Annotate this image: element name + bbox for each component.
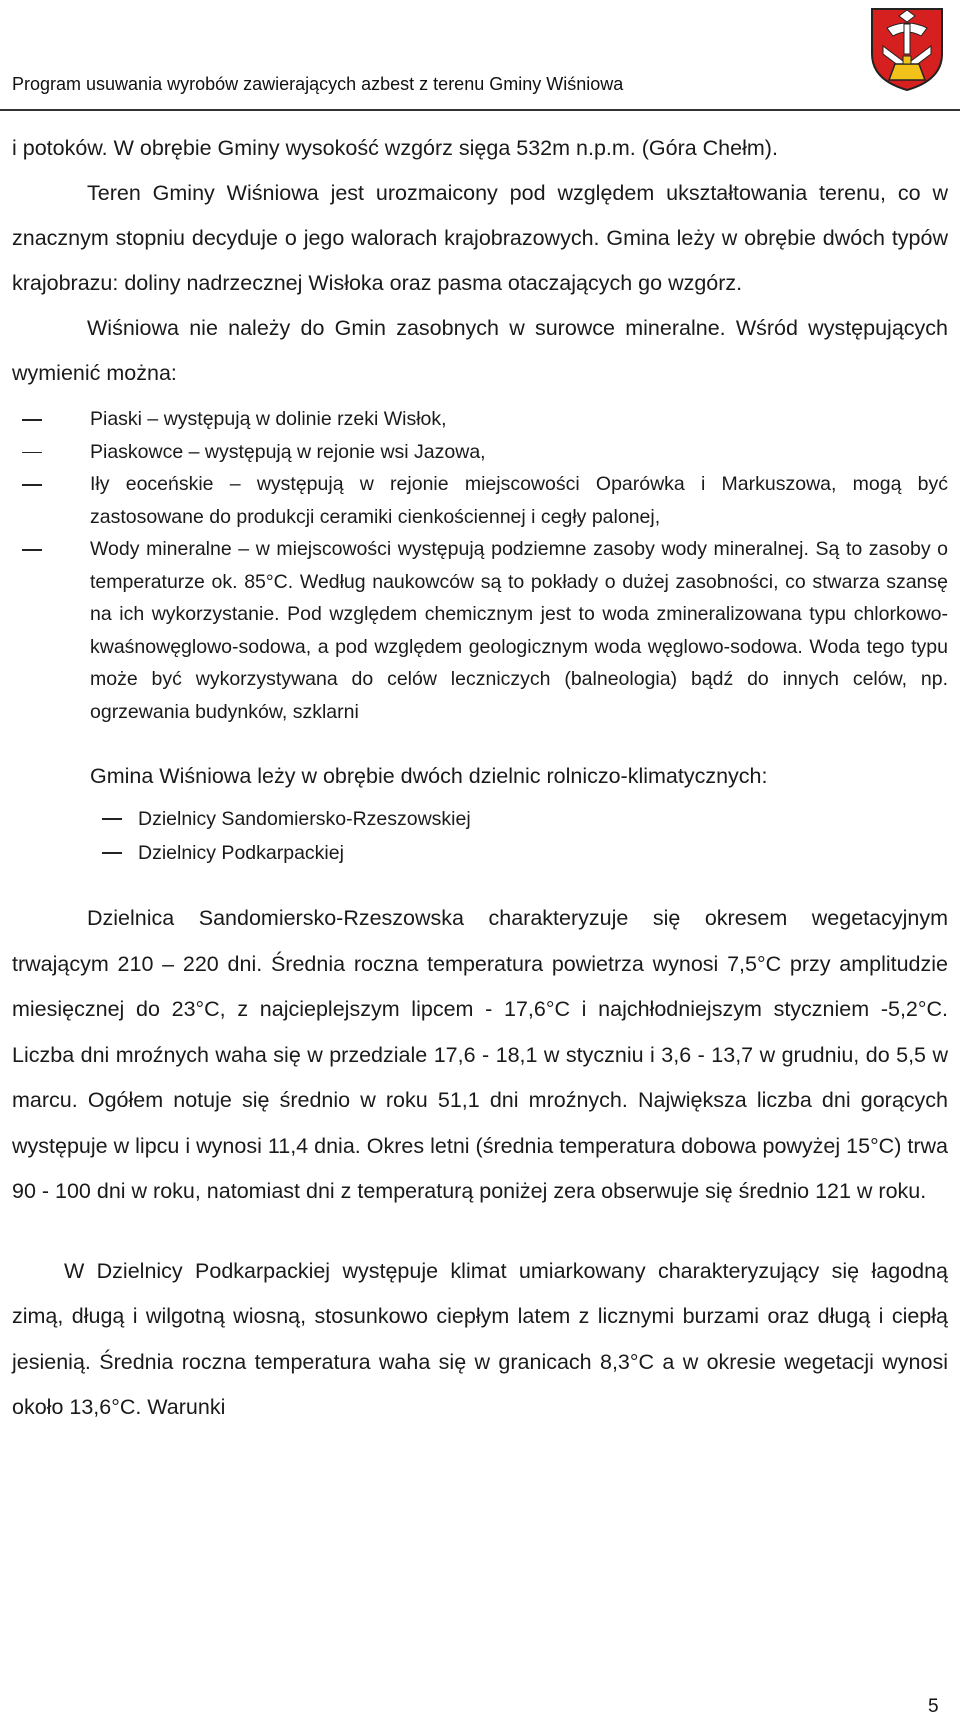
header-divider bbox=[0, 109, 960, 111]
paragraph-podkarpacka: W Dzielnicy Podkarpackiej występuje klimat umiarkowany charakteryzujący się łagodną zimą, długą i wilgotną wiosną, stosunkowo ciepłym latem z licznymi burzami oraz długą i ciepłą jesienią. Średnia roczna temperatura waha się w granicach 8,3°C a w okresie wegetacji wynosi około 13,6°C. Warunki bbox=[12, 1258, 948, 1419]
list-item: Piaskowce – występują w rejonie wsi Jazowa, bbox=[90, 440, 486, 463]
districts-list bbox=[12, 802, 948, 870]
document-title: Program usuwania wyrobów zawierających azbest z terenu Gminy Wiśniowa bbox=[12, 74, 624, 94]
page-number: 5 bbox=[928, 1696, 939, 1717]
list-item: Iły eoceńskie – występują w rejonie miejscowości Oparówka i Markuszowa, mogą być zastosowane do produkcji ceramiki cienkościennej i cegły palonej, bbox=[90, 473, 948, 528]
list-item: Dzielnicy Podkarpackiej bbox=[138, 842, 344, 864]
page-header bbox=[0, 0, 960, 111]
list-item: Piaski – występują w dolinie rzeki Wisłok, bbox=[90, 408, 447, 430]
paragraph-hills: i potoków. W obrębie Gminy wysokość wzgórz sięga 532m n.p.m. (Góra Chełm). bbox=[12, 136, 778, 160]
paragraph-terrain: Teren Gminy Wiśniowa jest urozmaicony pod względem ukształtowania terenu, co w znacznym stopniu decyduje o jego walorach krajobrazowych. Gmina leży w obrębie dwóch typów krajobrazu: doliny nadrzecznej Wisłoka oraz pasma otaczających go wzgórz. bbox=[12, 181, 948, 295]
document-body bbox=[12, 126, 948, 1431]
coat-of-arms-icon bbox=[869, 6, 945, 92]
districts-intro: Gmina Wiśniowa leży w obrębie dwóch dzielnic rolniczo-klimatycznych: bbox=[90, 764, 768, 788]
paragraph-minerals: Wiśniowa nie należy do Gmin zasobnych w surowce mineralne. Wśród występujących wymienić można: bbox=[12, 316, 948, 385]
list-item: Dzielnicy Sandomiersko-Rzeszowskiej bbox=[138, 808, 471, 830]
list-item: Wody mineralne – w miejscowości występują podziemne zasoby wody mineralnej. Są to zasoby o temperaturze ok. 85°C. Według naukowców są to pokłady o dużej zasobności, co stwarza szansę na ich wykorzystanie. Pod względem chemicznym jest to woda zmineralizowana typu chlorkowo-kwaśnowęglowo-sodowa, a pod względem geologicznym woda węglowo-sodowa. Woda tego typu może być wykorzystywana do celów leczniczych (balneologia) bądź do innych celów, np. ogrzewania budynków, szklarni bbox=[90, 538, 948, 723]
resources-list bbox=[12, 403, 948, 728]
paragraph-sandomiersko-rzeszowska: Dzielnica Sandomiersko-Rzeszowska charakteryzuje się okresem wegetacyjnym trwającym 210 – 220 dni. Średnia roczna temperatura powietrza wynosi 7,5°C przy amplitudzie miesięcznej do 23°C, z najcieplejszym lipcem - 17,6°C i najchłodniejszym styczniem -5,2°C. Liczba dni mroźnych waha się w przedziale 17,6 - 18,1 w styczniu i 3,6 - 13,7 w grudniu, do 5,5 w marcu. Ogółem notuje się średnio w roku 51,1 dni mroźnych. Największa liczba dni gorących występuje w lipcu i wynosi 11,4 dnia. Okres letni (średnia temperatura dobowa powyżej 15°C) trwa 90 - 100 dni w roku, natomiast dni z temperaturą poniżej zera obserwuje się średnio 121 w roku. bbox=[12, 906, 948, 1203]
